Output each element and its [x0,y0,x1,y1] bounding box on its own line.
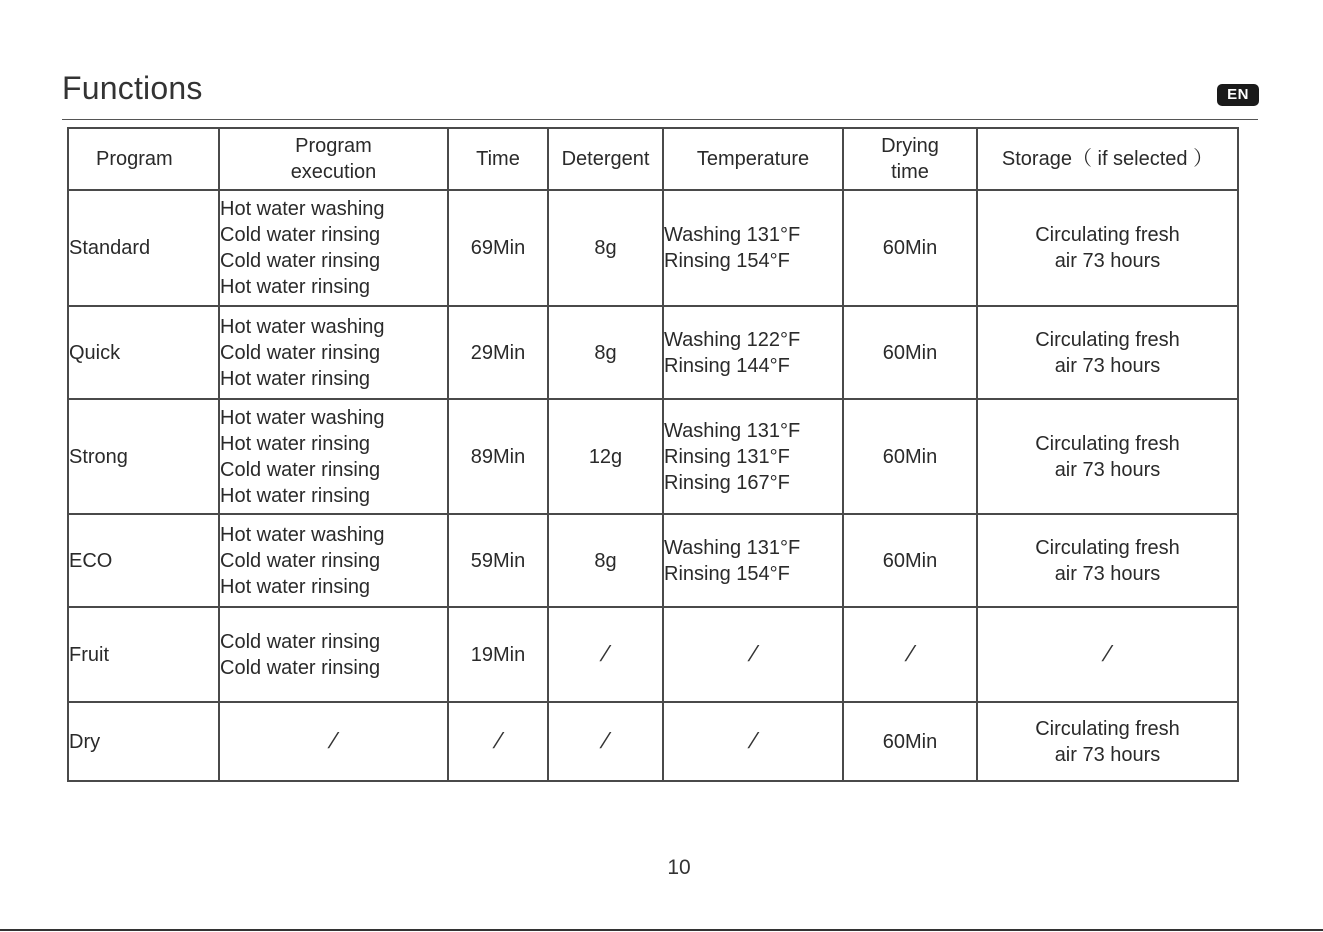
execution-step: Hot water rinsing [220,575,371,598]
program-drying-time: 60Min [843,190,977,306]
table-row [68,190,1238,306]
execution-step: Cold water rinsing [220,549,381,572]
not-applicable-mark: / [598,728,614,753]
not-applicable-mark: / [326,728,342,753]
program-detergent: 12g [548,399,663,514]
storage-line: Circulating fresh [1035,432,1180,455]
not-applicable-mark: / [490,728,506,753]
execution-step: Cold water rinsing [220,341,381,364]
execution-step: Hot water rinsing [220,367,371,390]
execution-step: Hot water rinsing [220,276,371,298]
program-temperature [663,514,843,607]
table-row [68,306,1238,399]
program-detergent [548,702,663,781]
header-execution-line: execution [290,161,377,183]
not-applicable-mark: / [745,728,761,753]
header-program-execution [219,128,448,190]
temperature-line: Rinsing 154°F [664,562,790,585]
temperature-line: Washing 122°F [664,328,801,351]
not-applicable-mark: / [745,641,761,666]
page-title: Functions [62,70,203,106]
program-time [448,702,548,781]
page-number: 10 [667,856,691,879]
program-drying-time: 60Min [843,399,977,514]
execution-step: Hot water washing [220,523,385,546]
program-temperature [663,399,843,514]
program-storage [977,306,1238,399]
program-temperature [663,190,843,306]
storage-line: air 73 hours [1054,562,1161,585]
program-temperature [663,607,843,702]
header-drying-line: Drying [881,135,939,157]
program-name: ECO [68,514,219,607]
header-drying-time [843,128,977,190]
program-name: Dry [68,702,219,781]
program-drying-time: 60Min [843,702,977,781]
program-time: 59Min [448,514,548,607]
program-time: 69Min [448,190,548,306]
program-execution [219,306,448,399]
execution-step: Hot water washing [220,315,385,338]
program-execution [219,607,448,702]
temperature-line: Rinsing 167°F [664,471,790,494]
storage-line: air 73 hours [1054,458,1161,481]
execution-step: Cold water rinsing [220,250,381,272]
execution-step: Cold water rinsing [220,656,381,679]
header-storage: Storage（ if selected ） [977,128,1238,190]
not-applicable-mark: / [902,641,918,666]
temperature-line: Washing 131°F [664,536,801,559]
program-time: 89Min [448,399,548,514]
header-detergent: Detergent [548,128,663,190]
program-detergent: 8g [548,514,663,607]
program-time: 19Min [448,607,548,702]
program-storage [977,190,1238,306]
program-time: 29Min [448,306,548,399]
table-row [68,702,1238,781]
execution-step: Hot water washing [220,406,385,429]
program-storage [977,514,1238,607]
header-divider [62,119,1258,120]
storage-line: air 73 hours [1054,743,1161,766]
not-applicable-mark: / [1100,641,1116,666]
program-temperature [663,306,843,399]
table-row [68,399,1238,514]
storage-line: air 73 hours [1054,250,1161,272]
program-name: Standard [68,190,219,306]
program-detergent [548,607,663,702]
table-header-row [68,128,1238,190]
program-detergent: 8g [548,190,663,306]
program-execution [219,702,448,781]
storage-line: Circulating fresh [1035,224,1180,246]
program-drying-time: 60Min [843,514,977,607]
not-applicable-mark: / [598,641,614,666]
storage-line: Circulating fresh [1035,717,1180,740]
table-row [68,514,1238,607]
execution-step: Hot water rinsing [220,484,371,507]
execution-step: Cold water rinsing [220,458,381,481]
execution-step: Hot water washing [220,198,385,220]
temperature-line: Rinsing 144°F [664,354,790,377]
execution-step: Cold water rinsing [220,224,381,246]
program-detergent: 8g [548,306,663,399]
execution-step: Cold water rinsing [220,630,381,653]
temperature-line: Rinsing 154°F [664,250,790,272]
program-execution [219,190,448,306]
execution-step: Hot water rinsing [220,432,371,455]
table-row [68,607,1238,702]
program-storage [977,702,1238,781]
program-drying-time [843,607,977,702]
footer-divider [0,929,1323,931]
header-time: Time [448,128,548,190]
program-name: Quick [68,306,219,399]
storage-line: Circulating fresh [1035,328,1180,351]
program-name: Fruit [68,607,219,702]
storage-line: air 73 hours [1054,354,1161,377]
header-program: Program [68,128,219,190]
header-temperature: Temperature [663,128,843,190]
header-drying-line: time [891,161,929,183]
temperature-line: Rinsing 131°F [664,445,790,468]
functions-table [67,127,1239,782]
header-execution-line: Program [295,135,372,157]
program-storage [977,399,1238,514]
program-execution [219,399,448,514]
temperature-line: Washing 131°F [664,224,801,246]
program-name: Strong [68,399,219,514]
storage-line: Circulating fresh [1035,536,1180,559]
temperature-line: Washing 131°F [664,419,801,442]
program-temperature [663,702,843,781]
program-drying-time: 60Min [843,306,977,399]
language-badge: EN [1217,84,1259,106]
program-execution [219,514,448,607]
program-storage [977,607,1238,702]
